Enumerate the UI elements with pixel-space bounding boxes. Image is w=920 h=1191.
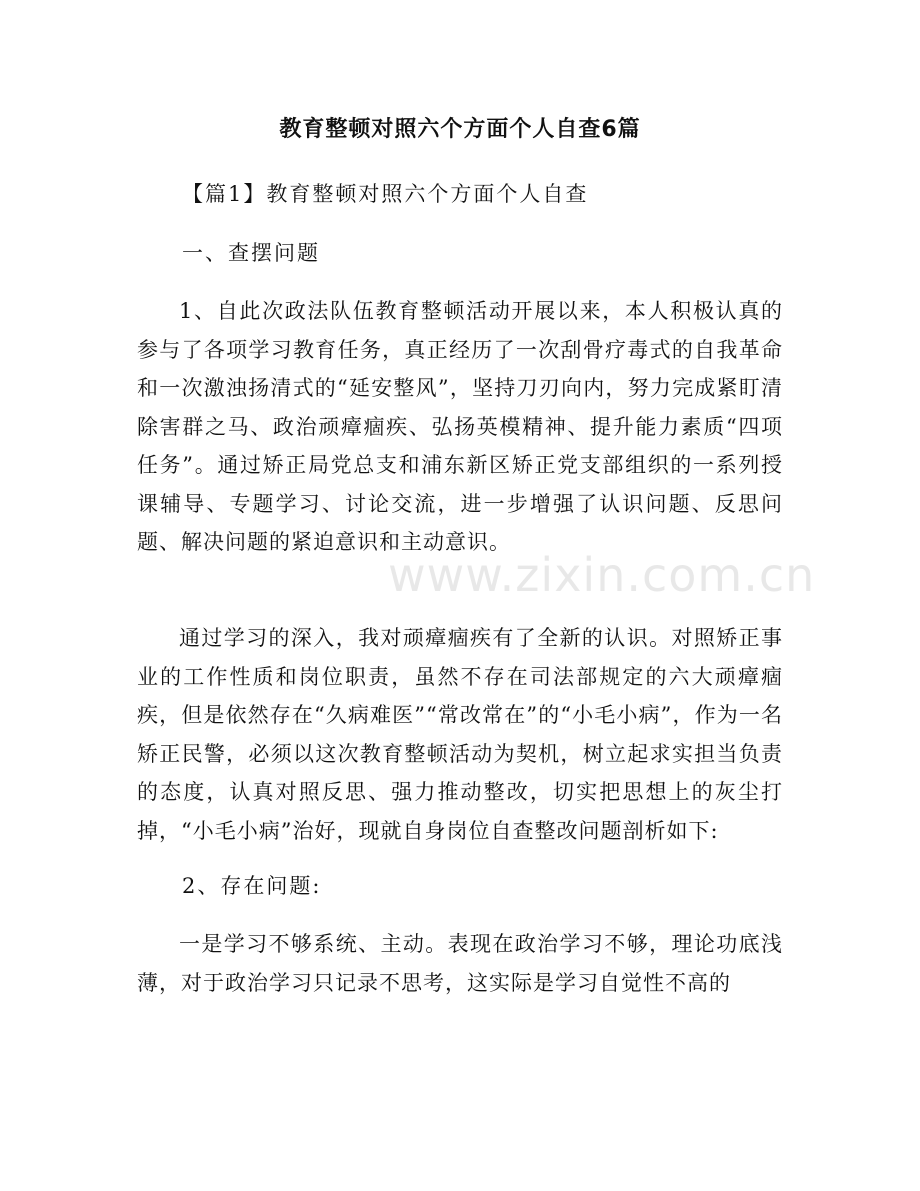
- watermark: www.zixin.com.cn: [388, 548, 816, 602]
- paragraph-3: 一是学习不够系统、主动。表现在政治学习不够，理论功底浅薄，对于政治学习只记录不思考，这实际是学习自觉性不高的: [137, 932, 783, 995]
- subheading-existing-problems: 2、存在问题:: [182, 874, 322, 898]
- subheading-find-problems: 一、查摆问题: [182, 241, 320, 265]
- section-heading: 【篇1】教育整顿对照六个方面个人自查: [182, 182, 589, 206]
- document-title: 教育整顿对照六个方面个人自查6篇: [279, 117, 641, 142]
- paragraph-1: 1、自此次政法队伍教育整顿活动开展以来，本人积极认真的参与了各项学习教育任务，真正经历了一次刮骨疗毒式的自我革命和一次激浊扬清式的“延安整风”，坚持刀刃向内，努力完成紧盯清除害群之马、政治顽瘴痼疾、弘扬英模精神、提升能力素质“四项任务”。通过矫正局党总支和浦东新区矫正党支部组织的一系列授课辅导、专题学习、讨论交流，进一步增强了认识问题、反思问题、解决问题的紧迫意识和主动意识。: [137, 299, 783, 554]
- paragraph-2: 通过学习的深入，我对顽瘴痼疾有了全新的认识。对照矫正事业的工作性质和岗位职责，虽然不存在司法部规定的六大顽瘴痼疾，但是依然存在“久病难医”“常改常在”的“小毛小病”，作为一名矫正民警，必须以这次教育整顿活动为契机，树立起求实担当负责的态度，认真对照反思、强力推动整改，切实把思想上的灰尘打掉，“小毛小病”治好，现就自身岗位自查整改问题剖析如下:: [137, 626, 783, 843]
